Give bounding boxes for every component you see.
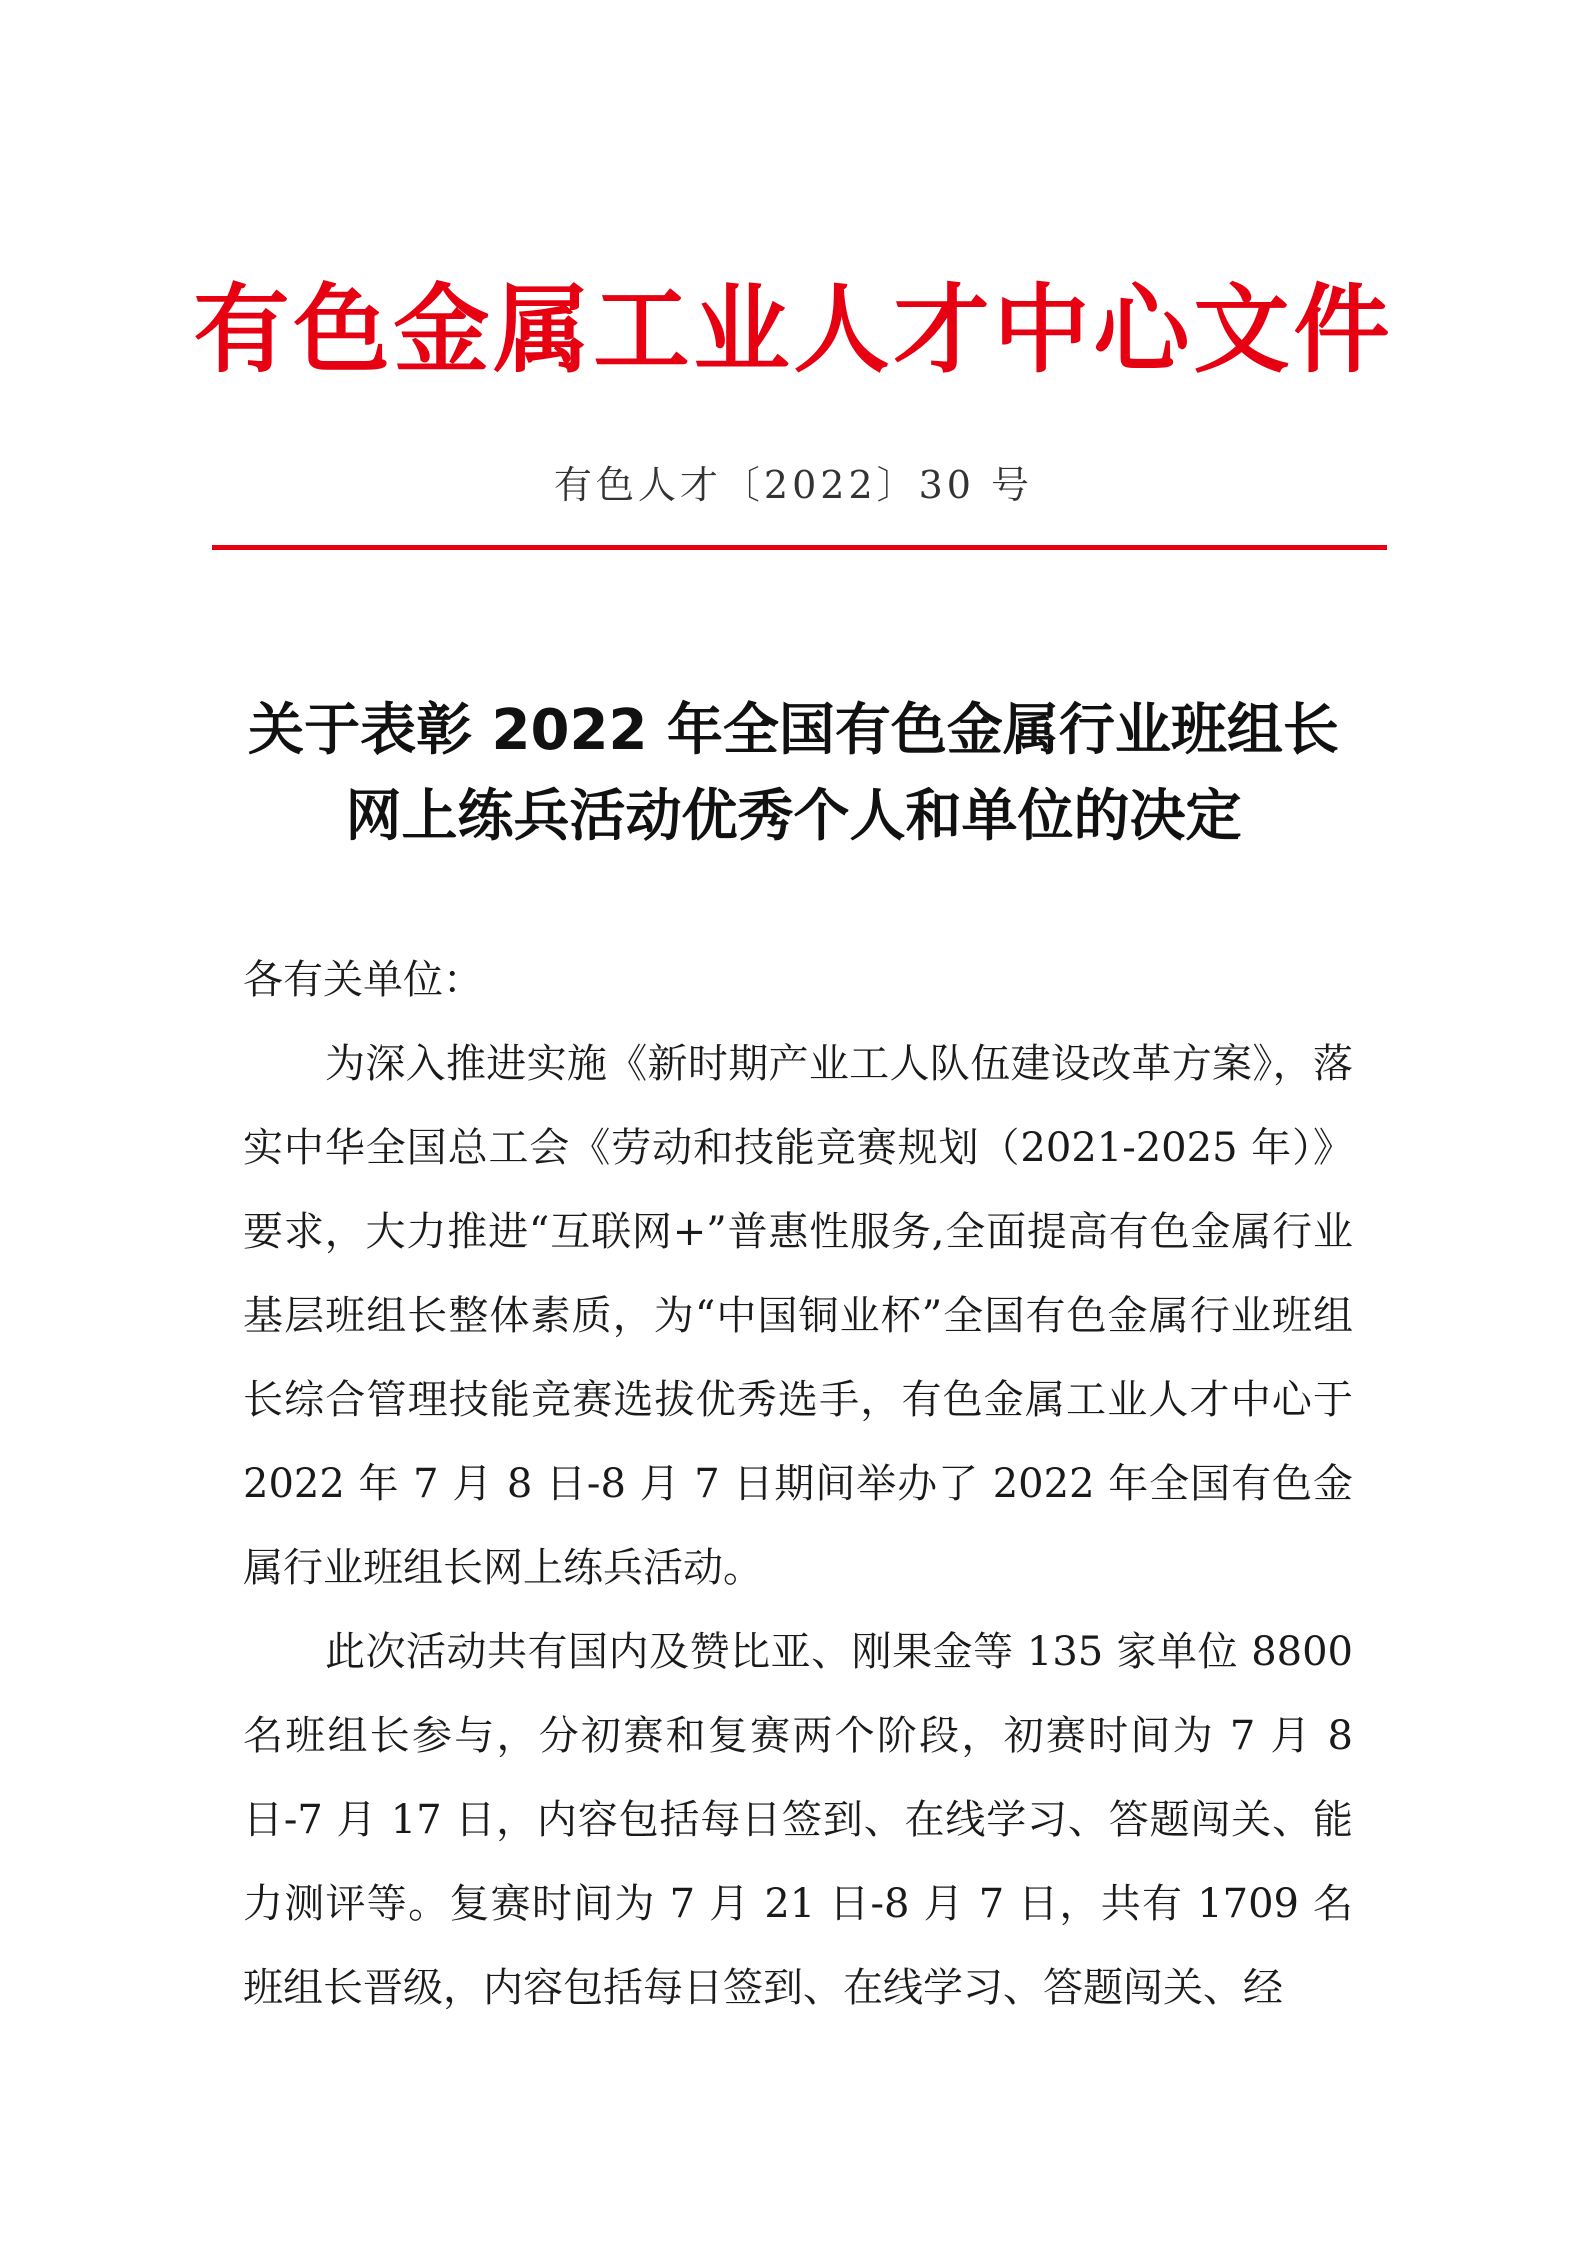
body-paragraph-1: 为深入推进实施《新时期产业工人队伍建设改革方案》，落实中华全国总工会《劳动和技能竞赛规划（2021-2025 年）》要求，大力推进“互联网+”普惠性服务,全面提高有色金属行业基层班组长整体素质，为“中国铜业杯”全国有色金属行业班组长综合管理技能竞赛选拔优秀选手，有色金属工业人才中心于 2022 年 7 月 8 日-8 月 7 日期间举办了 2022 年全国有色金属行业班组长网上练兵活动。 xyxy=(243,1041,1353,1591)
document-number: 有色人才〔2022〕30 号 xyxy=(553,463,1034,507)
document-title-line-1: 关于表彰 2022 年全国有色金属行业班组长 xyxy=(248,698,1339,763)
salutation: 各有关单位： xyxy=(243,957,483,1003)
document-title xyxy=(0,688,1587,860)
body-paragraph-2: 此次活动共有国内及赞比亚、刚果金等 135 家单位 8800 名班组长参与，分初赛和复赛两个阶段，初赛时间为 7 月 8 日-7 月 17 日，内容包括每日签到、在线学习、答题闯关、能力测评等。复赛时间为 7 月 21 日-8 月 7 日，共有 1709 名班组长晋级，内容包括每日签到、在线学习、答题闯关、经 xyxy=(243,1629,1353,2011)
document-body xyxy=(243,938,1353,2030)
header-divider xyxy=(212,545,1387,550)
document-title-line-2: 网上练兵活动优秀个人和单位的决定 xyxy=(345,784,1242,849)
document-header-title: 有色金属工业人才中心文件 xyxy=(193,274,1394,386)
